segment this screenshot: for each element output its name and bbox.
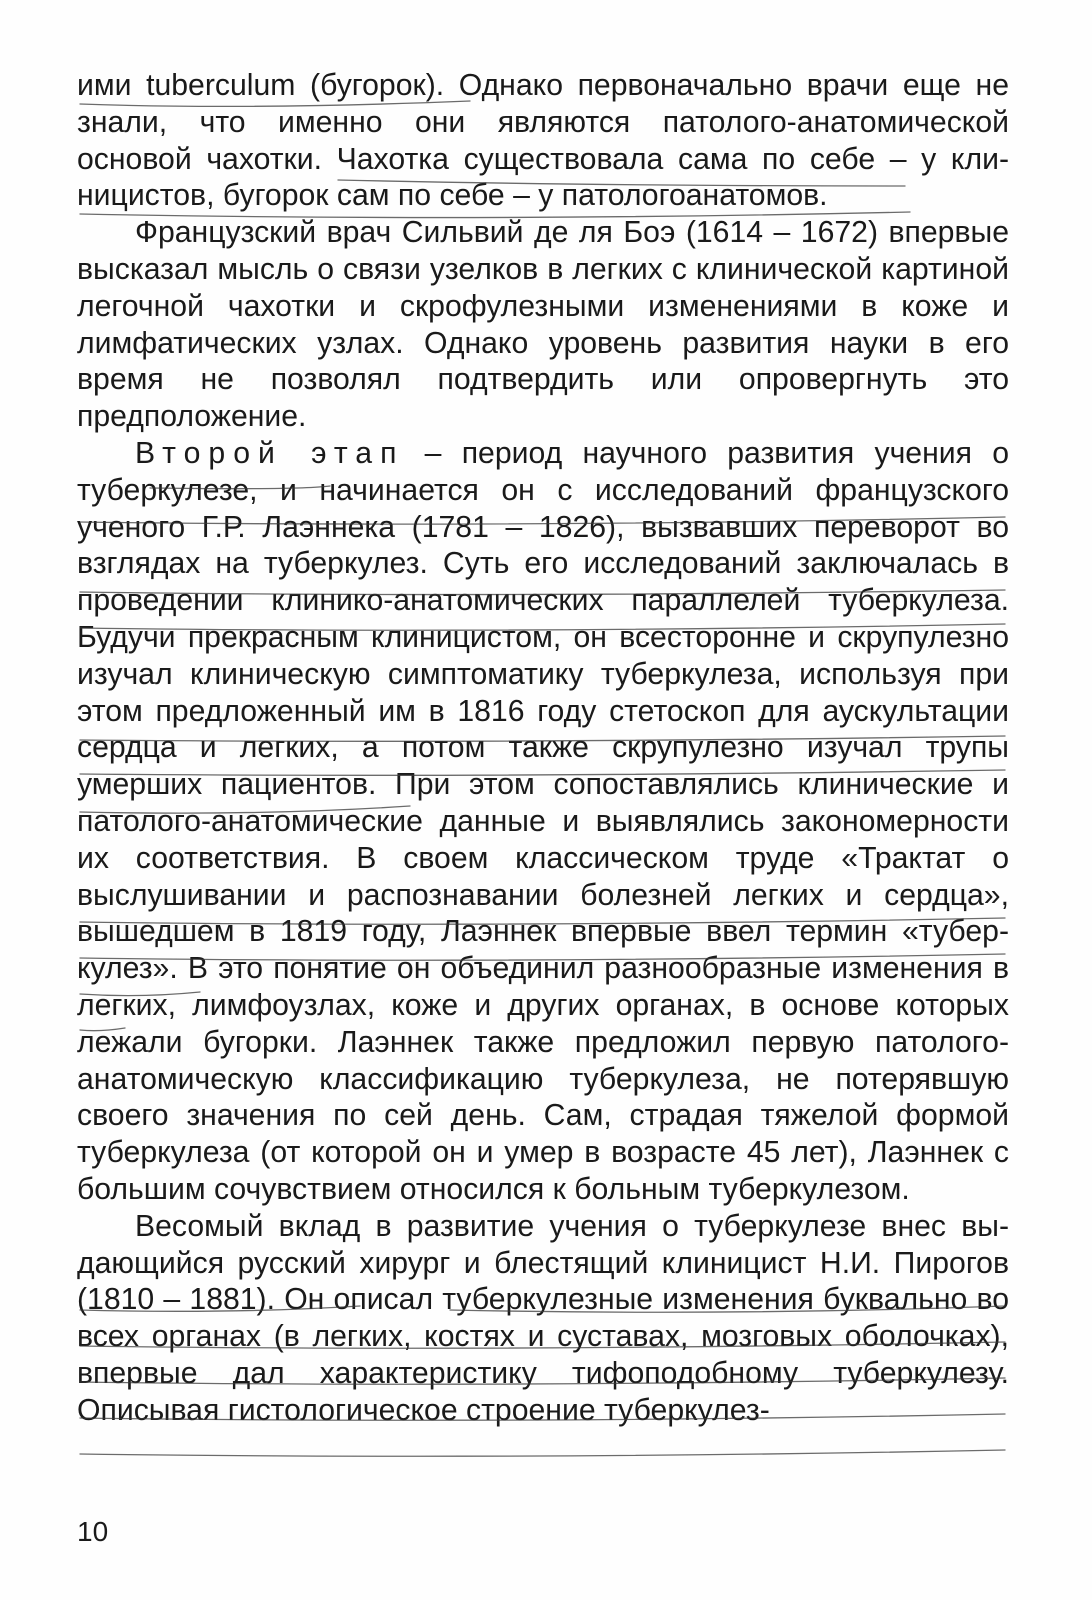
spaced-lead-phrase: Второй этап bbox=[135, 436, 405, 470]
paragraph-4: Весомый вклад в развитие учения о туберкулезе внес выдающийся русский хирург и блестящий клиницист Н.И. Пирогов (1810 – 1881). Он описал туберкулезные изменения буквально во всех органах (в легких, костях и суставах, мозговых оболочках), впервые дал характеристику тифоподобному туберкулезу. Описывая гистологическое строение туберкулез- bbox=[77, 1209, 1009, 1427]
paragraph-1: ими tuberculum (бугорок). Однако первоначально врачи еще не знали, что именно они являются патолого-анатомической основой чахотки. Чахотка существовала сама по себе – у клиницистов, бугорок сам по себе – у патологоанатомов. bbox=[77, 69, 1009, 213]
body-text bbox=[77, 68, 1009, 1429]
paragraph-2: Французский врач Сильвий де ля Боэ (1614 – 1672) впервые высказал мысль о связи узелков в легких с клинической картиной легочной чахотки и скрофулезными изменениями в коже и лимфатических узлах. Однако уровень развития науки в его время не позволял подтвердить или опровергнуть это предположение. bbox=[77, 216, 1009, 434]
page-number: 10 bbox=[77, 1516, 109, 1547]
paragraph-3 bbox=[77, 436, 1009, 1209]
paragraph-3-text: – период научного развития учения о туберкулезе, и начинается он с исследований французского ученого Г.Р. Лаэннека (1781 – 1826), вызвавших переворот во взглядах на туберкулез. Суть его исследований заключалась в проведении клинико-анатомических параллелей туберкулеза. Будучи прекрасным клиницистом, он всесторонне и скрупулезно изучал клиническую симптоматику туберкулеза, используя при этом предложенный им в 1816 году стетоскоп для аускультации сердца и легких, а потом также скрупулезно изучал трупы умерших пациентов. При этом сопоставлялись клинические и патолого-анатомические данные и выявлялись закономерности их соответствия. В своем классическом труде «Трактат о выслушивании и распознавании болезней легких и сердца», вышедшем в 1819 году, Лаэннек впервые ввел термин «туберкулез». В это понятие он объединил разнообразные изменения в легких, лимфоузлах, коже и других органах, в основе которых лежали бугорки. Лаэннек также предложил первую патологоанатомическую классификацию туберкулеза, не потерявшую своего значения по сей день. Сам, страдая тяжелой формой туберкулеза (от которой он и умер в возрасте 45 лет), Лаэннек с большим сочувствием относился к больным туберкулезом. bbox=[77, 436, 1009, 1206]
underline-mark bbox=[80, 1450, 1005, 1456]
